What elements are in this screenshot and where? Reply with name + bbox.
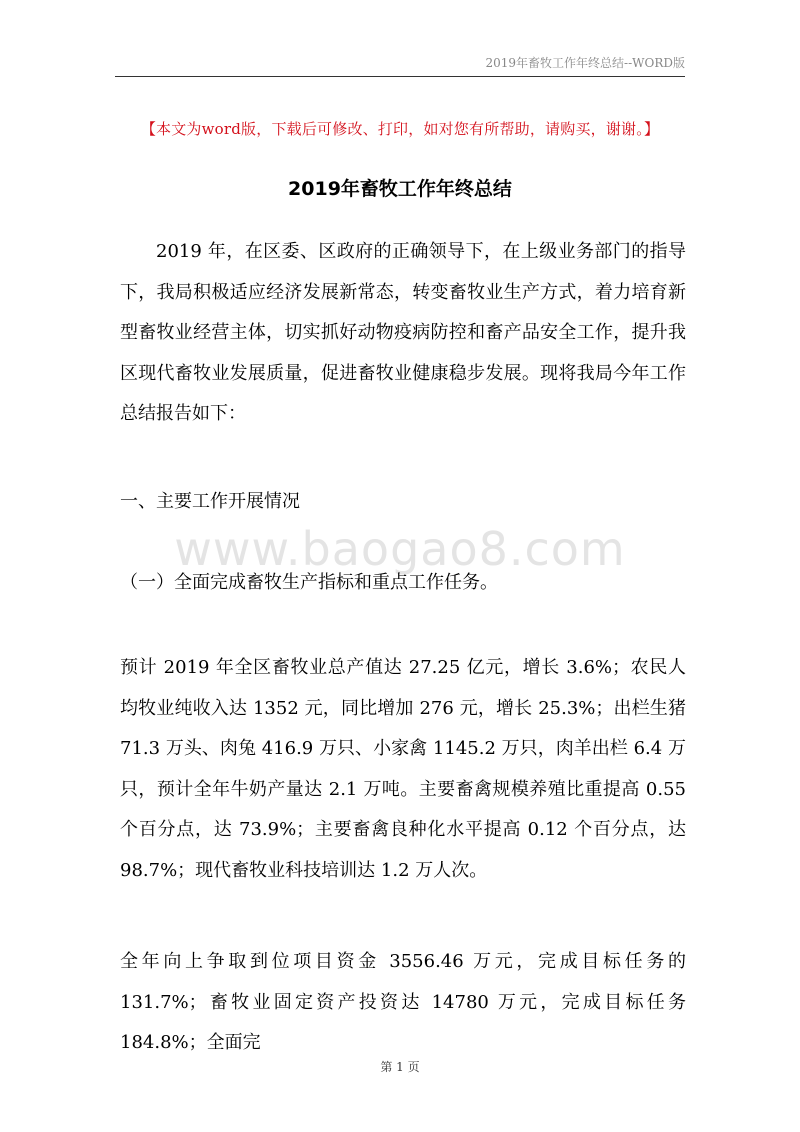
watermark: www.baogao8.com [174,522,626,576]
purchase-notice: 【本文为word版，下载后可修改、打印，如对您有所帮助，请购买，谢谢。】 [140,120,660,138]
page-number: 第 1 页 [380,1060,420,1074]
intro-paragraph: 2019 年，在区委、区政府的正确领导下，在上级业务部门的指导下，我局积极适应经济发展新常态，转变畜牧业生产方式，着力培育新型畜牧业经营主体，切实抓好动物疫病防控和畜产品安全工作，提升我区现代畜牧业发展质量，促进畜牧业健康稳步发展。现将我局今年工作总结报告如下： [120,241,686,424]
statistics-paragraph: 预计 2019 年全区畜牧业总产值达 27.25 亿元，增长 3.6%；农民人均牧业纯收入达 1352 元，同比增加 276 元，增长 25.3%；出栏生猪 71.3 万头、肉兔 416.9 万只、小家禽 1145.2 万只，肉羊出栏 6.4 万只，预计全年牛奶产量达 2.1 万吨。主要畜禽规模养殖比重提高 0.55 个百分点，达 73.9%；主要畜禽良种化水平提高 0.12 个百分点，达 98.7%；现代畜牧业科技培训达 1.2 万人次。 [120,657,686,881]
document-title: 2019年畜牧工作年终总结 [288,178,512,200]
section-heading: 一、主要工作开展情况 [120,491,300,512]
subsection-heading: （一）全面完成畜牧生产指标和重点工作任务。 [120,572,498,593]
running-header: 2019年畜牧工作年终总结--WORD版 [485,56,685,70]
header-divider [115,76,685,77]
funding-paragraph: 全年向上争取到位项目资金 3556.46 万元，完成目标任务的 131.7%；畜牧业固定资产投资达 14780 万元，完成目标任务 184.8%；全面完 [120,951,686,1053]
